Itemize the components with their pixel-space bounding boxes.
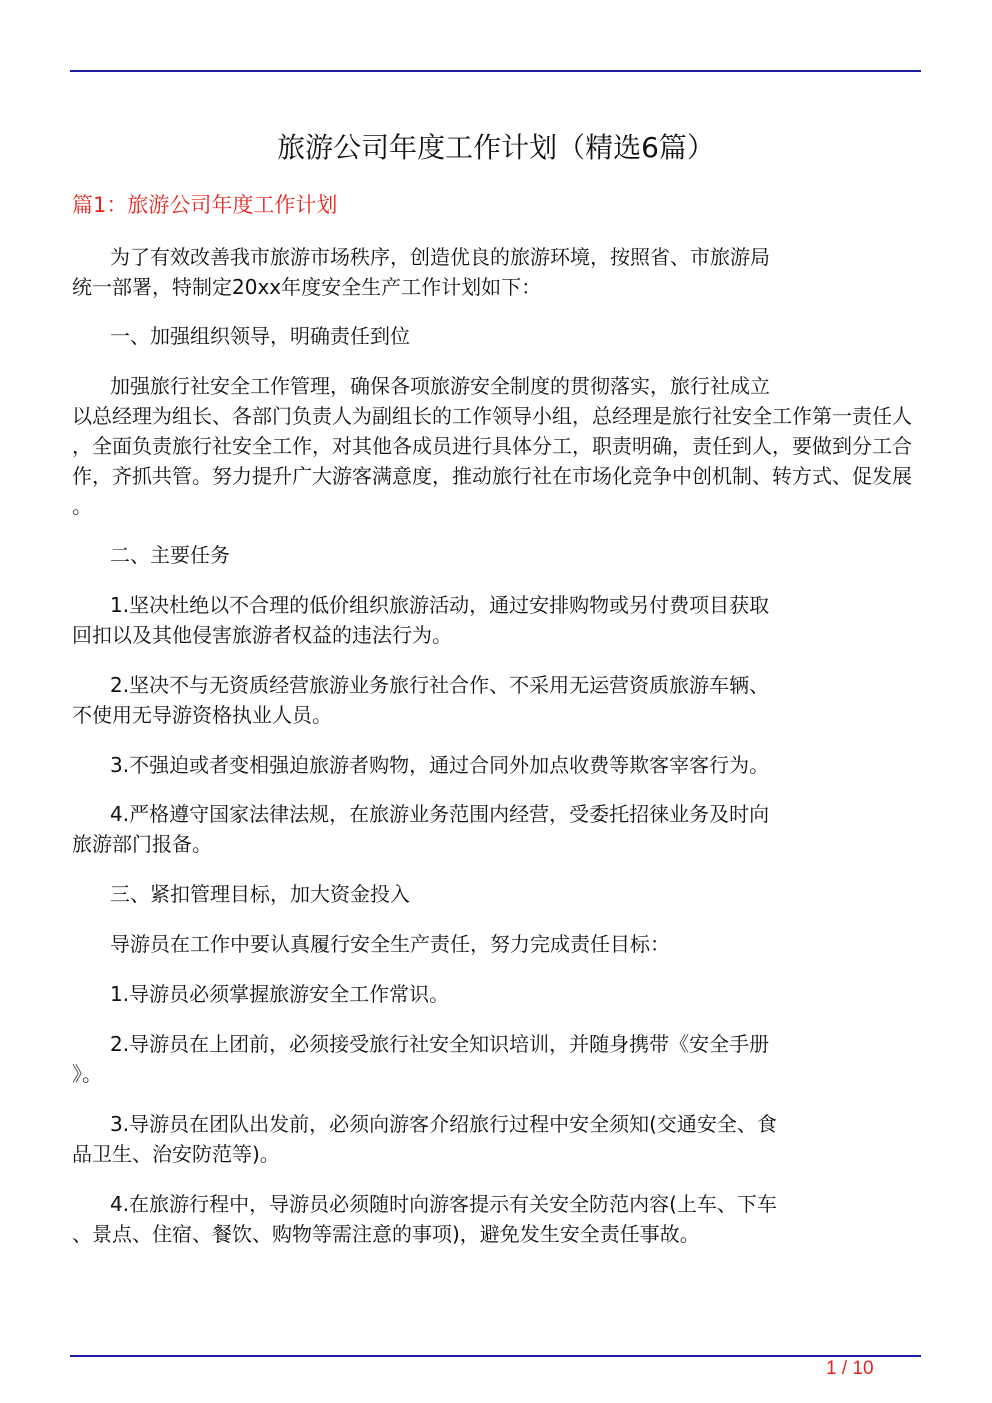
paragraph-line: 加强旅行社安全工作管理，确保各项旅游安全制度的贯彻落实，旅行社成立 [110, 374, 770, 398]
paragraph-line: 1.导游员必须掌握旅游安全工作常识。 [110, 982, 450, 1006]
paragraph-line: 》。 [72, 1062, 102, 1086]
paragraph-line: 一、加强组织领导，明确责任到位 [110, 324, 410, 348]
paragraph-line: 旅游部门报备。 [72, 832, 212, 856]
paragraph-line: 品卫生、治安防范等)。 [72, 1142, 280, 1166]
footer-rule [70, 1355, 921, 1357]
paragraph-line: 3.导游员在团队出发前，必须向游客介绍旅行过程中安全须知(交通安全、食 [110, 1112, 777, 1136]
paragraph-line: 1.坚决杜绝以不合理的低价组织旅游活动，通过安排购物或另付费项目获取 [110, 593, 770, 617]
paragraph-line: 三、紧扣管理目标，加大资金投入 [110, 882, 410, 906]
paragraph-line: 不使用无导游资格执业人员。 [72, 703, 332, 727]
paragraph-line: 作，齐抓共管。努力提升广大游客满意度，推动旅行社在市场化竞争中创机制、转方式、促发展 [72, 464, 912, 488]
paragraph-line: 2.坚决不与无资质经营旅游业务旅行社合作、不采用无运营资质旅游车辆、 [110, 673, 770, 697]
paragraph-line: 导游员在工作中要认真履行安全生产责任，努力完成责任目标： [110, 932, 670, 956]
paragraph-line: 为了有效改善我市旅游市场秩序，创造优良的旅游环境，按照省、市旅游局 [110, 245, 770, 269]
paragraph-line: 。 [72, 494, 92, 518]
paragraph-line: 二、主要任务 [110, 543, 230, 567]
paragraph-line: 2.导游员在上团前，必须接受旅行社安全知识培训，并随身携带《安全手册 [110, 1032, 770, 1056]
section-heading: 篇1：旅游公司年度工作计划 [72, 193, 338, 217]
paragraph-line: 3.不强迫或者变相强迫旅游者购物，通过合同外加点收费等欺客宰客行为。 [110, 753, 770, 777]
paragraph-line: 、景点、住宿、餐饮、购物等需注意的事项)，避免发生安全责任事故。 [72, 1222, 700, 1246]
paragraph-line: 4.严格遵守国家法律法规，在旅游业务范围内经营，受委托招徕业务及时向 [110, 802, 770, 826]
paragraph-line: 回扣以及其他侵害旅游者权益的违法行为。 [72, 623, 452, 647]
paragraph-line: 4.在旅游行程中，导游员必须随时向游客提示有关安全防范内容(上车、下车 [110, 1192, 777, 1216]
page-number: 1 / 10 [826, 1358, 874, 1379]
document-title: 旅游公司年度工作计划（精选6篇） [277, 131, 715, 164]
paragraph-line: ，全面负责旅行社安全工作，对其他各成员进行具体分工，职责明确，责任到人，要做到分工合 [72, 434, 912, 458]
paragraph-line: 以总经理为组长、各部门负责人为副组长的工作领导小组，总经理是旅行社安全工作第一责任人 [72, 404, 912, 428]
paragraph-line: 统一部署，特制定20xx年度安全生产工作计划如下： [72, 275, 542, 299]
header-rule [70, 70, 921, 72]
